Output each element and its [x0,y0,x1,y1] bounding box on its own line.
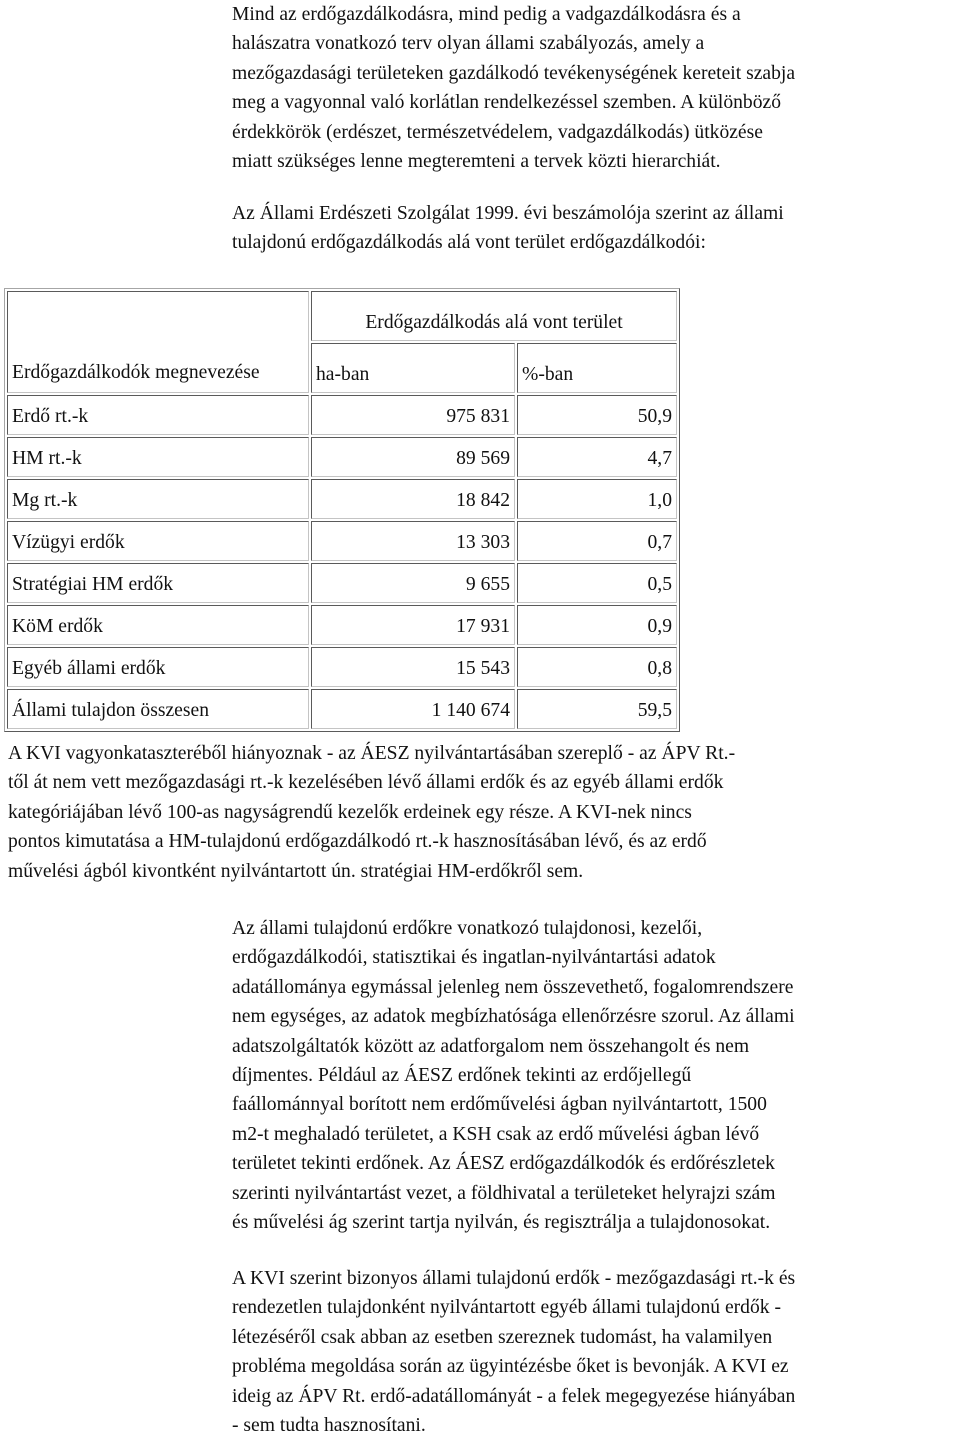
row-name: Stratégiai HM erdők [7,563,309,603]
row-percent: 50,9 [517,395,677,435]
table-row [7,437,677,477]
table-row [7,521,677,561]
table-header-row [7,291,677,341]
row-percent: 0,9 [517,605,677,645]
row-hectares: 9 655 [311,563,515,603]
row-name: Állami tulajdon összesen [7,689,309,729]
row-name: Mg rt.-k [7,479,309,519]
row-hectares: 15 543 [311,647,515,687]
paragraph-data-inconsistency: Az állami tulajdonú erdőkre vonatkozó tulajdonosi, kezelői, erdőgazdálkodói, statisztikai és ingatlan-nyilvántartási adatok adatállománya egymással jelenleg nem összevethető, fogalomrendszere nem egységes, az adatok megbízhatósága ellenőrzésre szorul. Az állami adatszolgáltatók között az adatforgalom nem összehangolt és nem díjmentes. Például az ÁESZ erdőnek tekinti az erdőjellegű faállománnyal borított nem erdőművelési ágban nyilvántartott, 1500 m2-t meghaladó területet, a KSH csak az erdő művelési ágban lévő területet tekinti erdőnek. Az ÁESZ erdőgazdálkodók és erdőrészletek szerinti nyilvántartást vezet, a földhivatal a területeket helyrajzi szám és művelési ág szerint tartja nyilván, és regisztrálja a tulajdonosokat. [232,918,795,1234]
header-hectares: ha-ban [311,343,515,393]
row-name: Erdő rt.-k [7,395,309,435]
table-row [7,605,677,645]
table-row [7,479,677,519]
paragraph-planning-regulation: Mind az erdőgazdálkodásra, mind pedig a vadgazdálkodásra és a halászatra vonatkozó terv olyan állami szabályozás, amely a mezőgazdasági területeken gazdálkodó tevékenységének kereteit szabja meg a vagyonnal való korlátlan rendelkezéssel szemben. A különböző érdekkörök (erdészet, természetvédelem, vadgazdálkodás) ütközése miatt szükséges lenne megteremteni a tervek közti hierarchiát. [232,4,796,173]
row-percent: 0,5 [517,563,677,603]
row-percent: 0,8 [517,647,677,687]
header-managers-name: Erdőgazdálkodók megnevezése [7,291,309,393]
paragraph-table-intro: Az Állami Erdészeti Szolgálat 1999. évi beszámolója szerint az állami tulajdonú erdőgazdálkodás alá vont terület erdőgazdálkodói: [232,203,784,254]
table-row [7,647,677,687]
table-row [7,395,677,435]
header-percent: %-ban [517,343,677,393]
row-percent: 0,7 [517,521,677,561]
row-name: KöM erdők [7,605,309,645]
row-name: Vízügyi erdők [7,521,309,561]
header-managed-area: Erdőgazdálkodás alá vont terület [311,291,677,341]
paragraph-kvi-cadastre: A KVI vagyonkataszteréből hiányoznak - az ÁESZ nyilvántartásában szereplő - az ÁPV Rt.- től át nem vett mezőgazdasági rt.-k kezelésében lévő állami erdők és az egyéb állami erdők kategóriájában lévő 100-as nagyságrendű kezelők erdeinek egy része. A KVI-nek nincs pontos kimutatása a HM-tulajdonú erdőgazdálkodó rt.-k hasznosításában lévő, és az erdő művelési ágból kivontként nyilvántartott ún. stratégiai HM-erdőkről sem. [8,743,736,882]
paragraph-kvi-awareness: A KVI szerint bizonyos állami tulajdonú erdők - mezőgazdasági rt.-k és rendezetlen tulajdonként nyilvántartott egyéb állami tulajdonú erdők - létezéséről csak abban az esetben szereznek tudomást, ha valamilyen probléma megoldása során az ügyintézésbe őket is bevonják. A KVI ez ideig az ÁPV Rt. erdő-adatállományát - a felek megegyezése hiányában - sem tudta hasznosítani. [232,1268,796,1437]
row-hectares: 18 842 [311,479,515,519]
row-percent: 4,7 [517,437,677,477]
forest-managers-table [4,288,680,732]
row-hectares: 13 303 [311,521,515,561]
row-name: Egyéb állami erdők [7,647,309,687]
row-hectares: 17 931 [311,605,515,645]
row-percent: 59,5 [517,689,677,729]
row-hectares: 89 569 [311,437,515,477]
row-percent: 1,0 [517,479,677,519]
table-row [7,563,677,603]
row-hectares: 975 831 [311,395,515,435]
row-name: HM rt.-k [7,437,309,477]
row-hectares: 1 140 674 [311,689,515,729]
table-row-total [7,689,677,729]
